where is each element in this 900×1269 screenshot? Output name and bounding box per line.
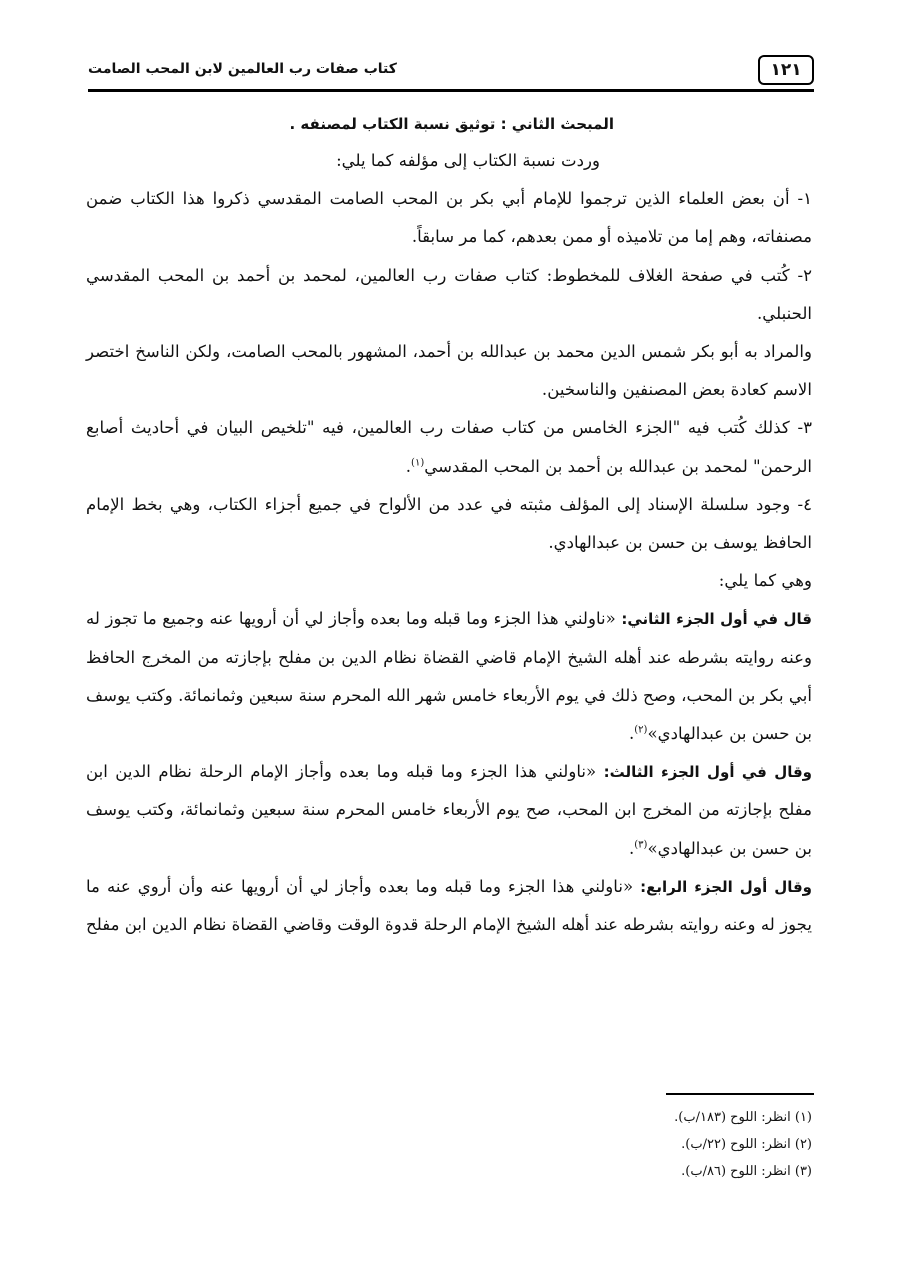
quote-part-2 [86, 600, 812, 753]
quote-part-4 [86, 868, 812, 944]
header-rule [88, 89, 814, 92]
page-number-box [758, 55, 814, 85]
point-4: ٤- وجود سلسلة الإسناد إلى المؤلف مثبته في عدد من الألواح في جميع أجزاء الكتاب، وهي بخط الإمام الحافظ يوسف بن حسن بن عبدالهادي. [86, 494, 812, 553]
footnote-ref-1: (١) [411, 457, 425, 469]
footnote-2: (٢) انظر: اللوح (٢٢/ب). [681, 1137, 812, 1152]
page-body [86, 106, 812, 944]
quote-text: «ناولني هذا الجزء وما قبله وما بعده وأجاز الإمام الرحلة نظام الدين ابن مفلح بإجازته من المخرج ابن المحب، صح يوم الأربعاء خامس المحرم سنة سبعين وثمانمائة، وكتب يوسف بن حسن بن عبدالهادي» [86, 762, 812, 858]
page-header [88, 55, 814, 89]
footnote-3: (٣) انظر: اللوح (٨٦/ب). [681, 1164, 812, 1179]
intro-paragraph: وردت نسبة الكتاب إلى مؤلفه كما يلي: [336, 151, 600, 170]
point-3-end: . [405, 456, 412, 476]
footnote-ref-3: (٣) [634, 839, 648, 851]
point-1: ١- أن بعض العلماء الذين ترجموا للإمام أبي بكر بن المحب الصامت المقدسي ذكروا هذا الكتاب ضمن مصنفاته، وهم إما من تلاميذه أو ممن بعدهم، كما مر سابقاً. [86, 189, 812, 247]
point-2-explanation: والمراد به أبو بكر شمس الدين محمد بن عبدالله بن أحمد، المشهور بالمحب الصامت، ولكن الناسخ اختصر الاسم كعادة بعض المصنفين والناسخين. [86, 342, 812, 400]
footnotes [86, 1104, 812, 1185]
quote-text: «ناولني هذا الجزء وما قبله وما بعده وأجاز لي أن أرويها عنه وجميع ما تجوز له وعنه روايته بشرطه عند أهله الشيخ الإمام قاضي القضاة نظام الدين بن مفلح بإجازته من المخرج الحافظ أبي بكر بن المحب، وصح ذلك في يوم الأربعاء خامس شهر الله المحرم سنة سبعين وثمانمائة. وكتب يوسف بن حسن بن عبدالهادي» [86, 609, 812, 744]
list-intro: وهي كما يلي: [718, 571, 812, 591]
footnote-ref-2: (٢) [634, 724, 648, 736]
footnote-separator [666, 1093, 814, 1095]
footnote-1: (١) انظر: اللوح (١٨٣/ب). [674, 1110, 812, 1125]
quote-lead: قال في أول الجزء الثاني: [621, 610, 812, 629]
quote-end: . [628, 838, 635, 858]
quote-lead: وقال في أول الجزء الثالث: [603, 763, 812, 782]
quote-part-3 [86, 753, 812, 868]
section-heading: المبحث الثاني : توثيق نسبة الكتاب لمصنفه . [289, 115, 614, 133]
point-3-text: ٣- كذلك كُتب فيه "الجزء الخامس من كتاب صفات رب العالمين، فيه "تلخيص البيان في أحاديث أصابع الرحمن" لمحمد بن عبدالله بن أحمد بن المحب المقدسي [86, 418, 812, 476]
point-2: ٢- كُتب في صفحة الغلاف للمخطوط: كتاب صفات رب العالمين، لمحمد بن أحمد بن المحب المقدسي الحنبلي. [86, 265, 812, 323]
page-number: ١٢١ [770, 60, 802, 80]
quote-end: . [628, 724, 635, 744]
point-3 [86, 409, 812, 485]
quote-text: «ناولني هذا الجزء وما قبله وما بعده وأجاز لي أن أرويها عنه وأن أروي عنه ما يجوز له وعنه روايته بشرطه عند أهله الشيخ الإمام الرحلة قدوة الوقت وقاضي القضاة نظام الدين ابن مفلح [86, 876, 812, 935]
running-title: كتاب صفات رب العالمين لابن المحب الصامت [88, 61, 397, 77]
quote-lead: وقال أول الجزء الرابع: [640, 877, 812, 896]
